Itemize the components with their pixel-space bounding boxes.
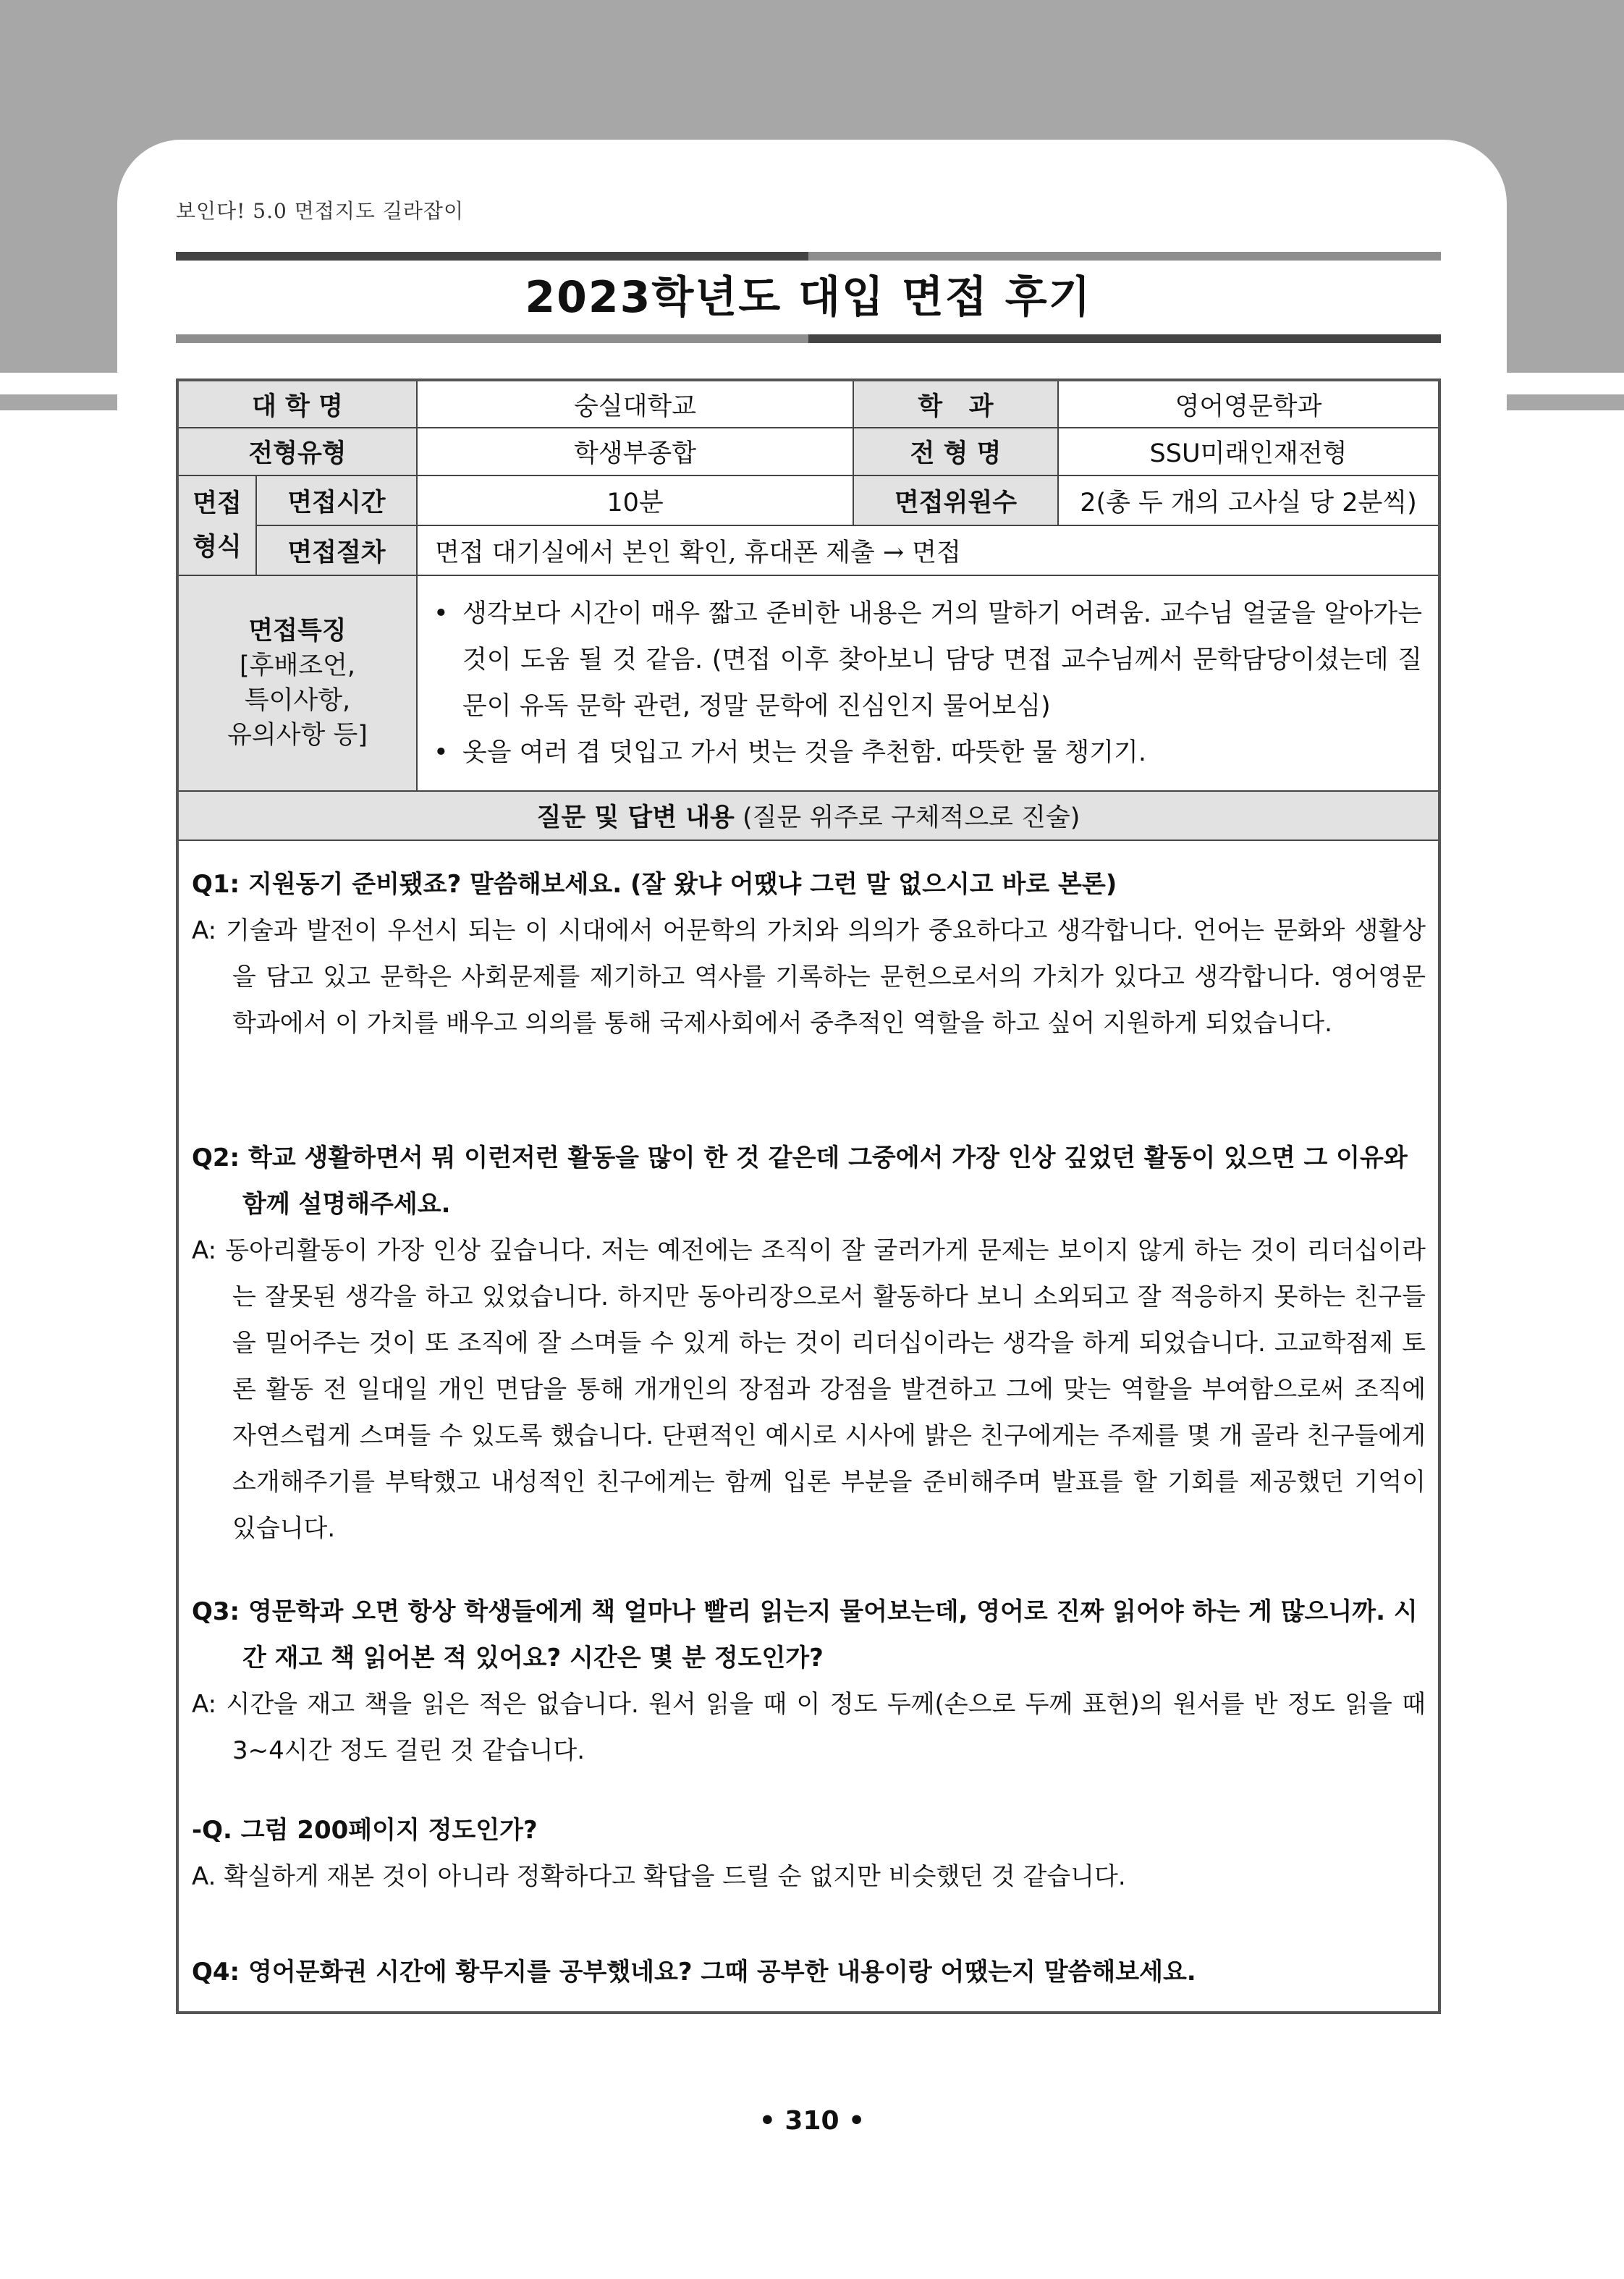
type-value: 학생부종합 [418, 428, 854, 476]
answer-3: A: 시간을 재고 책을 읽은 적은 없습니다. 원서 읽을 때 이 정도 두께(손으로 두께 표현)의 원서를 반 정도 읽을 때 3~4시간 정도 걸린 것 같습니다. [192, 1690, 1426, 1765]
features-content [418, 576, 1438, 792]
features-label-line4: 유의사항 등] [227, 721, 368, 750]
name-label: 전 형 명 [854, 428, 1059, 476]
qa-item-2 [192, 1135, 1426, 1552]
qa-header-note: (질문 위주로 구체적으로 진술) [734, 803, 1080, 832]
features-label-line3: 특이사항, [244, 686, 351, 715]
univ-value: 숭실대학교 [418, 381, 854, 428]
features-label-line2: [후배조언, [239, 651, 356, 680]
features-label [179, 576, 418, 792]
features-list [434, 591, 1422, 776]
time-value: 10분 [418, 476, 854, 526]
right-margin-bar [1507, 394, 1624, 410]
time-label: 면접시간 [257, 476, 418, 526]
procedure-value: 면접 대기실에서 본인 확인, 휴대폰 제출 → 면접 [418, 526, 1438, 576]
panel-label: 면접위원수 [854, 476, 1059, 526]
question-4: Q4: 영어문화권 시간에 황무지를 공부했네요? 그때 공부한 내용이랑 어땠는지 말씀해보세요. [192, 1958, 1196, 1987]
qa-item-5 [192, 1949, 1426, 1995]
features-label-line1: 면접특징 [248, 617, 347, 646]
qa-item-3 [192, 1589, 1426, 1774]
feature-item: • 생각보다 시간이 매우 짧고 준비한 내용은 거의 말하기 어려움. 교수님 얼굴을 알아가는 것이 도움 될 것 같음. (면접 이후 찾아보니 담당 면접 교수님께서 문학담당이셨는데 질문이 유독 문학 관련, 정말 문학에 진심인지 물어보심) [434, 591, 1422, 730]
format-label-line2: 형식 [193, 533, 242, 562]
answer-1: A: 기술과 발전이 우선시 되는 이 시대에서 어문학의 가치와 의의가 중요하다고 생각합니다. 언어는 문화와 생활상을 담고 있고 문학은 사회문제를 제기하고 역사를 기록하는 문헌으로서의 가치가 있다고 생각합니다. 영어영문학과에서 이 가치를 배우고 의의를 통해 국제사회에서 중추적인 역할을 하고 싶어 지원하게 되었습니다. [192, 916, 1426, 1038]
procedure-label: 면접절차 [257, 526, 418, 576]
format-label-line1: 면접 [193, 489, 242, 518]
bullet-icon: • [434, 738, 449, 767]
panel-value: 2(총 두 개의 고사실 당 2분씩) [1059, 476, 1438, 526]
qa-section-header [179, 792, 1438, 841]
qa-item-4 [192, 1807, 1426, 1900]
qa-header-bold: 질문 및 답변 내용 [536, 803, 735, 832]
format-label [179, 476, 257, 576]
question-1: Q1: 지원동기 준비됐죠? 말씀해보세요. (잘 왔냐 어땠냐 그런 말 없으시고 바로 본론) [192, 870, 1117, 899]
type-label: 전형유형 [179, 428, 418, 476]
dept-value: 영어영문학과 [1059, 381, 1438, 428]
question-3: Q3: 영문학과 오면 항상 학생들에게 책 얼마나 빨리 읽는지 물어보는데, 영어로 진짜 읽어야 하는 게 많으니까. 시간 재고 책 읽어본 적 있어요? 시간은 몇 분 정도인가? [192, 1597, 1418, 1673]
answer-2: A: 동아리활동이 가장 인상 깊습니다. 저는 예전에는 조직이 잘 굴러가게 문제는 보이지 않게 하는 것이 리더십이라는 잘못된 생각을 하고 있었습니다. 하지만 동아리장으로서 활동하다 보니 소외되고 잘 적응하지 못하는 친구들을 밀어주는 것이 또 조직에 잘 스며들 수 있게 하는 것이 리더십이라는 생각을 하게 되었습니다. 고교학점제 토론 활동 전 일대일 개인 면담을 통해 개개인의 장점과 강점을 발견하고 그에 맞는 역할을 부여함으로써 조직에 자연스럽게 스며들 수 있도록 했습니다. 단편적인 예시로 시사에 밝은 친구에게는 주제를 몇 개 골라 친구들에게 소개해주기를 부탁했고 내성적인 친구에게는 함께 입론 부분을 준비해주며 발표를 할 기회를 제공했던 기억이 있습니다. [192, 1236, 1426, 1543]
answer-followup: A. 확실하게 재본 것이 아니라 정확하다고 확답을 드릴 순 없지만 비슷했던 것 같습니다. [192, 1862, 1126, 1891]
page-title: 2023학년도 대입 면접 후기 [525, 272, 1092, 323]
question-followup: -Q. 그럼 200페이지 정도인가? [192, 1816, 538, 1845]
univ-label: 대 학 명 [179, 381, 418, 428]
name-value: SSU미래인재전형 [1059, 428, 1438, 476]
question-2: Q2: 학교 생활하면서 뭐 이런저런 활동을 많이 한 것 같은데 그중에서 가장 인상 깊었던 활동이 있으면 그 이유와 함께 설명해주세요. [192, 1143, 1408, 1219]
running-header: 보인다! 5.0 면접지도 길라잡이 [176, 199, 465, 223]
title-rule-bottom [176, 334, 1441, 343]
feature-item: • 옷을 여러 겹 덧입고 가서 벗는 것을 추천함. 따뜻한 물 챙기기. [434, 730, 1422, 776]
left-margin-bar [0, 394, 117, 410]
title-rule-top [176, 252, 1441, 261]
qa-item-1 [192, 861, 1426, 1047]
bullet-icon: • [434, 599, 449, 628]
page-number: • 310 • [758, 2106, 866, 2136]
dept-label: 학 과 [854, 381, 1059, 428]
